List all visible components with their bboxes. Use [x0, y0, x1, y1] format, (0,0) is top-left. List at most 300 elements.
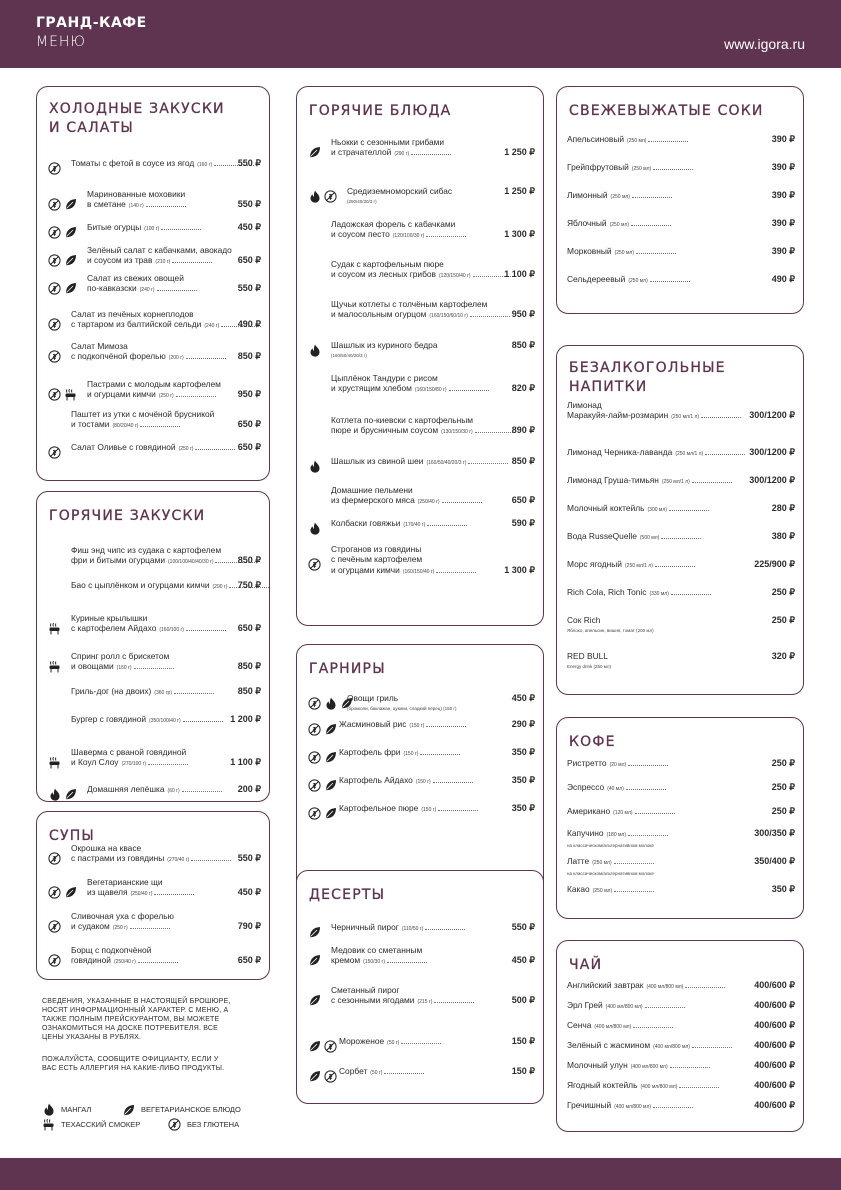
item-name: Салат из свежих овощей по-кавказски (240 г) [87, 273, 209, 296]
item-price: 400/600 ₽ [754, 980, 795, 990]
item-price: 650 ₽ [511, 495, 535, 506]
section-hotsnacks [36, 491, 270, 802]
item-price: 200 ₽ [237, 784, 261, 794]
item-name: Сельдереевый (250 мл) [567, 274, 743, 287]
item-price: 250 ₽ [771, 782, 795, 792]
item-name: Шашлык из свиной шеи (160/50/40/20/3 г) [331, 456, 483, 469]
item-icons [308, 554, 321, 574]
menu-item [297, 922, 543, 942]
item-name: RED BULL Energy drink (250 мл) [567, 651, 611, 669]
leader-dots [670, 1062, 710, 1068]
item-name: Салат из печёных корнеплодов с тартаром из балтийской сельди (240 г) [71, 309, 209, 332]
gluten-free-icon [48, 226, 61, 239]
leader-dots [434, 997, 474, 1003]
item-price: 300/1200 ₽ [749, 410, 795, 421]
section-title: ГАРНИРЫ [309, 661, 386, 677]
item-name: Сметанный пирог с сезонными ягодами (215 г) [331, 985, 483, 1008]
item-name: Ристретто (20 мл) [567, 758, 743, 771]
item-price: 650 ₽ [237, 255, 261, 266]
menu-item [557, 980, 803, 1000]
menu-item [297, 543, 543, 575]
section-title: КОФЕ [569, 734, 616, 750]
item-icons [48, 194, 77, 214]
menu-item [37, 910, 269, 936]
item-icons [308, 142, 321, 162]
item-name: Спринг ролл с брискетом и овощами (160 г) [71, 651, 209, 674]
leader-dots [140, 421, 180, 427]
leaf-icon [308, 954, 321, 967]
leader-dots [655, 561, 695, 567]
menu-item [557, 587, 803, 607]
item-name: Rich Cola, Rich Tonic (330 мл) [567, 587, 743, 600]
menu-item [557, 651, 803, 671]
menu-item [37, 580, 269, 600]
flame-icon [308, 460, 321, 473]
menu-item [37, 442, 269, 462]
flame-icon [308, 344, 321, 357]
item-name: Строганов из говядины с печёным картофелем и огурцами кимчи (160/150/40 г) [331, 544, 483, 578]
leader-dots [176, 391, 216, 397]
item-price: 300/350 ₽ [754, 828, 795, 838]
leader-dots [183, 716, 223, 722]
leader-dots [427, 520, 467, 526]
item-price: 500 ₽ [511, 995, 535, 1006]
item-price: 400/600 ₽ [754, 1020, 795, 1030]
leaf-icon [308, 1040, 321, 1053]
section-title: ХОЛОДНЫЕ ЗАКУСКИ И САЛАТЫ [49, 101, 225, 136]
footer-bar [0, 1158, 841, 1190]
item-price: 850 ₽ [237, 351, 261, 362]
leader-dots [154, 889, 194, 895]
flame-icon [308, 190, 321, 203]
item-price: 300/1200 ₽ [749, 447, 795, 457]
item-price: 850 ₽ [511, 340, 535, 350]
item-price: 1 100 ₽ [504, 269, 535, 280]
item-price: 850 ₽ [237, 661, 261, 672]
item-price: 350 ₽ [511, 775, 535, 785]
menu-item [557, 758, 803, 778]
leaf-icon [64, 788, 77, 801]
leader-dots [148, 759, 188, 765]
item-price: 850 ₽ [237, 686, 261, 696]
leader-dots [636, 248, 676, 254]
item-icons [48, 384, 77, 404]
menu-item [297, 803, 543, 823]
menu-item [37, 876, 269, 902]
brand-title: ГРАНД-КАФЕ [36, 15, 147, 31]
item-icons [308, 803, 337, 823]
item-name: Овощи гриль (брокколи, баклажан, цукини, сладкий перец) (150 г) [347, 693, 457, 711]
menu-item [557, 1020, 803, 1040]
item-name: Капучино (180 мл) на классическом/альтернативном молоке [567, 828, 743, 851]
item-price: 750 ₽ [237, 580, 261, 590]
item-name: Эрл Грей (400 мл/800 мл) [567, 1000, 743, 1013]
item-name: Лимонад Маракуйя-лайм-розмарин (250 мл/1 л) [567, 400, 743, 423]
menu-item [37, 308, 269, 334]
menu-item [557, 806, 803, 826]
smoker-icon [64, 388, 77, 401]
leader-dots [628, 830, 668, 836]
item-price: 225/900 ₽ [754, 559, 795, 569]
leader-dots [635, 808, 675, 814]
gluten-free-icon [48, 920, 61, 933]
item-name: Борщ с подкопчёной говядиной (250/40 г) [71, 945, 209, 968]
menu-item [297, 456, 543, 476]
legend-fire: МАНГАЛ [42, 1103, 91, 1116]
item-price: 1 300 ₽ [504, 229, 535, 240]
item-name: Гречишный (400 мл/800 мл) [567, 1100, 743, 1113]
leader-dots [433, 777, 473, 783]
item-name: Домашняя лепёшка (60 г) [87, 784, 209, 797]
item-icons [308, 1066, 337, 1086]
menu-item [557, 1000, 803, 1020]
section-cold [36, 86, 270, 481]
menu-item [37, 408, 269, 434]
leader-dots [438, 805, 478, 811]
leaf-icon [324, 807, 337, 820]
menu-item [37, 222, 269, 242]
item-price: 390 ₽ [771, 190, 795, 200]
leader-dots [182, 786, 222, 792]
gluten-free-icon [48, 282, 61, 295]
leaf-icon [122, 1103, 135, 1116]
leader-dots [161, 224, 201, 230]
section-hot [296, 86, 544, 626]
item-price: 590 ₽ [511, 518, 535, 528]
item-name: Салат Мимоза с подкопчёной форелью (200 г) [71, 341, 209, 364]
item-price: 390 ₽ [771, 134, 795, 144]
item-price: 550 ₽ [237, 199, 261, 210]
item-price: 1 200 ₽ [230, 714, 261, 724]
menu-item [557, 475, 803, 495]
item-icons [48, 848, 61, 868]
menu-item [37, 158, 269, 178]
item-icons [308, 747, 337, 767]
item-icons [308, 186, 337, 206]
site-link[interactable]: www.igora.ru [724, 36, 805, 52]
item-icons [48, 158, 61, 178]
menu-item [557, 615, 803, 635]
flame-icon [42, 1103, 55, 1116]
item-price: 390 ₽ [771, 162, 795, 172]
item-name: Битые огурцы (100 г) [87, 222, 209, 235]
item-name: Молочный коктейль (300 мл) [567, 503, 743, 516]
leader-dots [679, 1082, 719, 1088]
item-price: 550 ₽ [237, 853, 261, 864]
item-name: Пастрами с молодым картофелем и огурцами кимчи (250 г) [87, 378, 221, 400]
item-name: Фиш энд чипс из судака с картофелем фри и битыми огурцами (100/100/40/40/30 г) [71, 545, 209, 568]
gluten-free-icon [48, 318, 61, 331]
menu-item [297, 944, 543, 970]
flame-icon [308, 522, 321, 535]
item-name: Грейпфрутовый (250 мл) [567, 162, 743, 175]
menu-item [297, 747, 543, 767]
item-price: 350 ₽ [511, 803, 535, 813]
section-title: ГОРЯЧИЕ БЛЮДА [309, 103, 452, 119]
menu-item [557, 134, 803, 154]
section-soft [556, 345, 804, 695]
item-icons [308, 775, 337, 795]
menu-item [557, 1080, 803, 1100]
menu-item [557, 503, 803, 523]
item-name: Молочный улун (400 мл/800 мл) [567, 1060, 743, 1073]
menu-item [297, 719, 543, 739]
item-price: 850 ₽ [511, 456, 535, 466]
gluten-free-icon [308, 558, 321, 571]
menu-item [37, 714, 269, 734]
menu-item [297, 414, 543, 440]
gluten-free-icon [48, 388, 61, 401]
item-price: 1 250 ₽ [504, 147, 535, 158]
smoker-icon [42, 1118, 55, 1131]
item-icons [48, 656, 61, 676]
item-name: Латте (250 мл) на классическом/альтернативном молоке [567, 856, 654, 876]
leader-dots [692, 477, 732, 483]
item-price: 400/600 ₽ [754, 1000, 795, 1010]
section-juice [556, 86, 804, 314]
item-price: 450 ₽ [511, 693, 535, 703]
item-name: Домашние пельмени из фермерского мяса (250/40 г) [331, 485, 483, 508]
leader-dots [692, 1042, 732, 1048]
item-name: Котлета по-киевски с картофельным пюре и брусничным соусом (130/150/30 г) [331, 415, 483, 438]
menu-item [297, 1066, 543, 1086]
leader-dots [669, 505, 709, 511]
item-price: 400/600 ₽ [754, 1060, 795, 1070]
item-price: 490 ₽ [237, 319, 261, 330]
item-price: 250 ₽ [771, 587, 795, 597]
menu-item [297, 693, 543, 713]
brand-subtitle: МЕНЮ [36, 34, 86, 50]
section-soups [36, 811, 270, 980]
menu-item [297, 518, 543, 538]
item-name: Сливочная уха с форелью и судаком (250 г) [71, 910, 174, 932]
leader-dots [420, 749, 460, 755]
item-name: Морс ягодный (250 мл/1 л) [567, 559, 743, 572]
leader-dots [645, 1002, 685, 1008]
menu-item [557, 447, 803, 467]
gluten-free-icon [324, 190, 337, 203]
menu-item [297, 984, 543, 1010]
item-icons [308, 719, 337, 739]
smoker-icon [48, 756, 61, 769]
item-price: 790 ₽ [237, 921, 261, 932]
menu-item [297, 484, 543, 510]
item-name: Щучьи котлеты с толчёным картофелем и малосольным огурцом (160/150/60/10 г) [331, 299, 483, 322]
section-title: БЕЗАЛКОГОЛЬНЫЕ НАПИТКИ [569, 360, 726, 395]
menu-item [557, 162, 803, 182]
allergy-note: ПОЖАЛУЙСТА, СООБЩИТЕ ОФИЦИАНТУ, ЕСЛИ У ВАС ЕСТЬ АЛЛЕРГИЯ НА КАКИЕ-ЛИБО ПРОДУКТЫ. [42, 1056, 225, 1072]
item-price: 950 ₽ [237, 389, 261, 400]
menu-item [557, 274, 803, 294]
leader-dots [648, 136, 688, 142]
legend-gf: БЕЗ ГЛЮТЕНА [168, 1118, 239, 1131]
item-price: 350/400 ₽ [754, 856, 795, 866]
item-name: Морковный (250 мл) [567, 246, 743, 259]
item-price: 1 250 ₽ [504, 186, 535, 196]
menu-item [37, 612, 269, 638]
item-price: 250 ₽ [771, 615, 795, 625]
leaf-icon [64, 254, 77, 267]
leader-dots [653, 164, 693, 170]
item-name: Зелёный с жасмином (400 мл/800 мл) [567, 1040, 743, 1053]
leader-dots [468, 458, 508, 464]
item-icons [308, 340, 321, 360]
menu-item [37, 746, 269, 772]
menu-item [557, 1060, 803, 1080]
leader-dots [685, 982, 725, 988]
leaf-icon [308, 1070, 321, 1083]
item-icons [48, 752, 61, 772]
item-price: 1 100 ₽ [230, 757, 261, 768]
menu-item [297, 218, 543, 244]
leader-dots [628, 760, 668, 766]
item-name: Английский завтрак (400 мл/800 мл) [567, 980, 743, 993]
leader-dots [426, 721, 466, 727]
item-price: 290 ₽ [511, 719, 535, 729]
leaf-icon [308, 926, 321, 939]
section-coffee [556, 717, 804, 919]
legend-veg: ВЕГЕТАРИАНСКОЕ БЛЮДО [122, 1103, 241, 1116]
gluten-free-icon [48, 254, 61, 267]
leaf-icon [64, 198, 77, 211]
gluten-free-icon [48, 954, 61, 967]
leader-dots [653, 1102, 693, 1108]
leader-dots [172, 257, 212, 263]
item-icons [308, 950, 321, 970]
leaf-icon [64, 226, 77, 239]
menu-item [557, 1040, 803, 1060]
smoker-icon [48, 622, 61, 635]
leaf-icon [324, 779, 337, 792]
menu-item [297, 340, 543, 360]
item-price: 390 ₽ [771, 246, 795, 256]
item-price: 1 300 ₽ [504, 564, 535, 575]
item-name: Ньокки с сезонными грибами и страчателлой (290 г) [331, 137, 483, 160]
leader-dots [130, 923, 170, 929]
item-name: Черничный пирог (110/50 г) [331, 922, 483, 935]
item-name: Картофельное пюре (150 г) [339, 803, 483, 816]
menu-item [297, 136, 543, 162]
item-icons [308, 1036, 337, 1056]
item-name: Вегетарианские щи из щавеля (250/40 г) [87, 877, 209, 900]
gluten-free-icon [48, 350, 61, 363]
item-price: 490 ₽ [771, 274, 795, 284]
leader-dots [436, 567, 476, 573]
item-price: 450 ₽ [237, 887, 261, 898]
leaf-icon [308, 994, 321, 1007]
menu-item [297, 1036, 543, 1056]
item-price: 150 ₽ [511, 1066, 535, 1076]
item-name: Картофель фри (150 г) [339, 747, 483, 760]
item-icons [48, 618, 61, 638]
menu-item [557, 884, 803, 904]
item-price: 280 ₽ [771, 503, 795, 513]
leader-dots [705, 449, 745, 455]
menu-item [557, 782, 803, 802]
leader-dots [633, 1022, 673, 1028]
item-price: 350 ₽ [771, 884, 795, 894]
item-icons [48, 882, 77, 902]
section-title: СВЕЖЕВЫЖАТЫЕ СОКИ [569, 103, 764, 119]
item-icons [308, 990, 321, 1010]
item-icons [48, 346, 61, 366]
menu-item [557, 218, 803, 238]
item-name: Ягодный коктейль (400 мл/800 мл) [567, 1080, 743, 1093]
item-icons [48, 950, 61, 970]
item-name: Мороженое (50 г) [339, 1036, 483, 1049]
item-price: 890 ₽ [511, 425, 535, 436]
item-name: Судак с картофельным пюре и соусом из лесных грибов (120/150/40 г) [331, 259, 483, 282]
item-price: 250 ₽ [771, 758, 795, 768]
gluten-free-icon [324, 1040, 337, 1053]
leader-dots [134, 663, 174, 669]
menu-item [37, 784, 269, 804]
section-dessert [296, 870, 544, 1104]
item-price: 650 ₽ [237, 955, 261, 966]
item-icons [48, 250, 77, 270]
leader-dots [191, 855, 231, 861]
leaf-icon [324, 723, 337, 736]
item-name: Яблочный (250 мл) [567, 218, 743, 231]
leader-dots [174, 688, 214, 694]
item-price: 400/600 ₽ [754, 1080, 795, 1090]
leader-dots [614, 858, 654, 864]
menu-item [557, 190, 803, 210]
menu-item [557, 559, 803, 579]
leader-dots [671, 589, 711, 595]
gluten-free-icon [168, 1118, 181, 1131]
menu-item [557, 828, 803, 848]
item-price: 320 ₽ [771, 651, 795, 661]
leader-dots [384, 1068, 424, 1074]
leader-dots [401, 1038, 441, 1044]
leader-dots [186, 625, 226, 631]
menu-item [37, 188, 269, 214]
item-name: Зелёный салат с кабачками, авокадо и соусом из трав (210 г) [87, 244, 232, 266]
leader-dots [426, 231, 466, 237]
item-name: Шаверма с рваной говядиной и Коул Слоу (270/100 г) [71, 746, 187, 768]
item-name: Лимонад Груша-тимьян (250 мл/1 л) [567, 475, 743, 488]
item-price: 650 ₽ [237, 419, 261, 430]
item-price: 550 ₽ [237, 158, 261, 168]
item-name: Медовик со сметанным кремом (150/30 г) [331, 945, 483, 968]
menu-item [557, 531, 803, 551]
item-price: 300/1200 ₽ [749, 475, 795, 485]
menu-item [37, 686, 269, 706]
menu-item [557, 1100, 803, 1120]
item-icons [48, 278, 77, 298]
item-name: Средиземноморский сибас (250/40/30/3 г) [347, 186, 453, 204]
legend-smoker: ТЕХАССКИЙ СМОКЕР [42, 1118, 140, 1131]
flame-icon [324, 697, 337, 710]
item-name: Окрошка на квасе с пастрами из говядины (270/40 г) [71, 843, 209, 866]
item-name: Картофель Айдахо (150 г) [339, 775, 483, 788]
item-icons [308, 922, 321, 942]
section-title: ДЕСЕРТЫ [309, 887, 386, 903]
item-name: Маринованные моховики в сметане (140 г) [87, 188, 186, 210]
item-price: 390 ₽ [771, 218, 795, 228]
item-name: Гриль-дог (на двоих) (360 гр) [71, 686, 209, 699]
gluten-free-icon [48, 162, 61, 175]
leaf-icon [64, 282, 77, 295]
gluten-free-icon [48, 198, 61, 211]
menu-item [297, 775, 543, 795]
gluten-free-icon [308, 807, 321, 820]
item-icons [48, 916, 61, 936]
section-title: СУПЫ [49, 828, 95, 844]
menu-item [37, 272, 269, 298]
item-name: Сок Rich Яблоко, апельсин, вишня, томат (200 мл) [567, 615, 654, 633]
